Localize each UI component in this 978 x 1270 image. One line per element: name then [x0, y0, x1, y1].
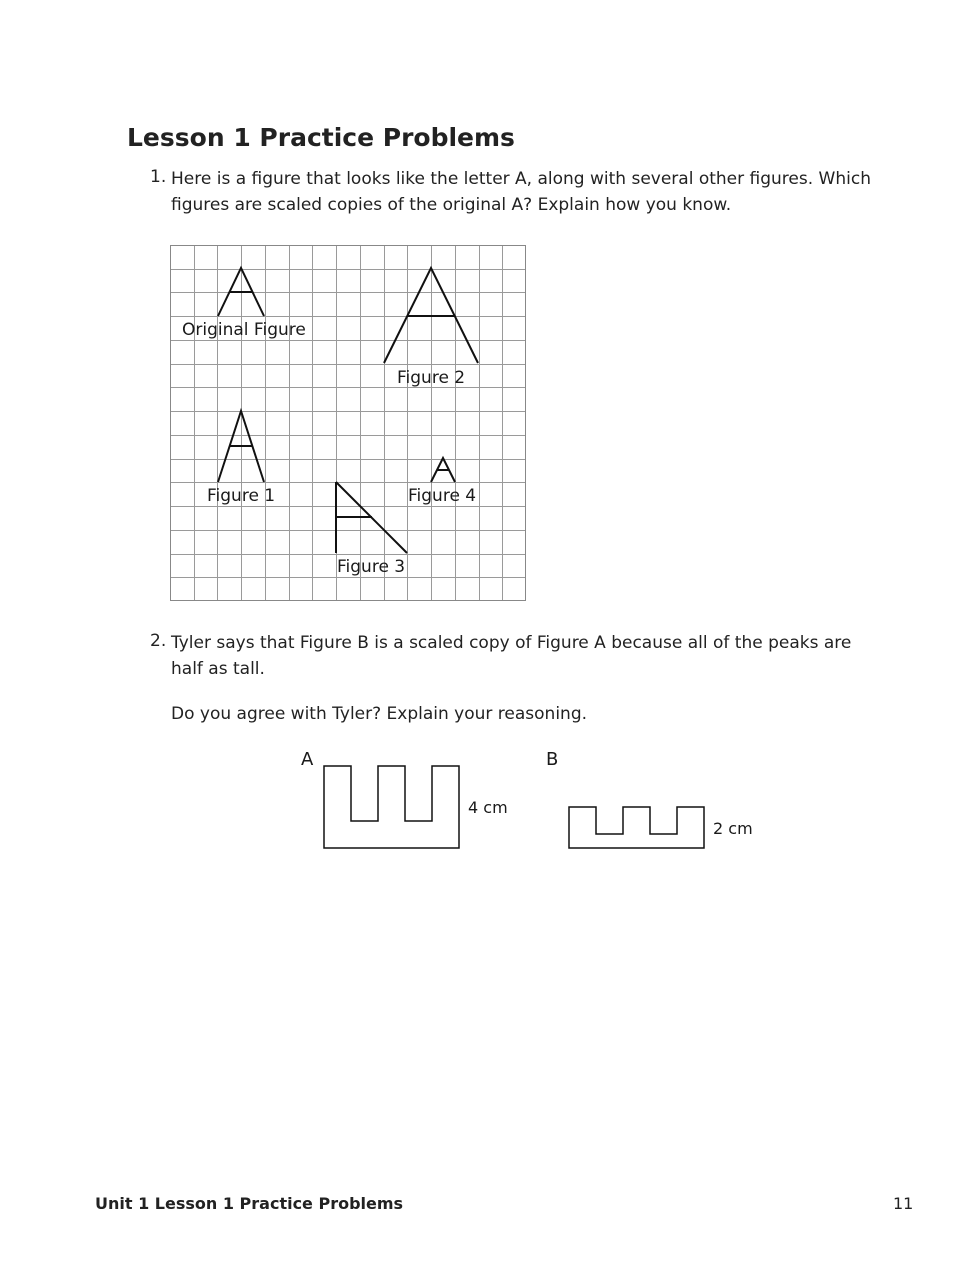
label-original-figure: Original Figure: [182, 320, 306, 340]
figure-b-shape: [569, 807, 704, 848]
letter-a-grid-figure: [170, 245, 526, 601]
figure-3: [336, 482, 407, 553]
label-figure-b-height: 2 cm: [713, 819, 753, 838]
label-figure-4: Figure 4: [408, 486, 477, 506]
question-2-number: 2.: [150, 631, 167, 651]
grid: [170, 245, 526, 601]
label-figure-1: Figure 1: [207, 486, 276, 506]
figure-4: [431, 458, 455, 482]
page-title: Lesson 1 Practice Problems: [127, 123, 515, 152]
label-figure-3: Figure 3: [337, 557, 406, 577]
tyler-figures: [290, 740, 770, 860]
footer-title: Unit 1 Lesson 1 Practice Problems: [95, 1194, 404, 1213]
figure-a-shape: [324, 766, 459, 848]
label-figure-a-height: 4 cm: [468, 798, 508, 817]
grid-border: [171, 246, 526, 601]
label-figure-a: A: [301, 749, 314, 770]
question-1-text: Here is a figure that looks like the letter A, along with several other figures. Which figures are scaled copies of the original A? Explain how you know.: [171, 169, 871, 215]
label-figure-b: B: [546, 749, 559, 770]
label-figure-2: Figure 2: [397, 368, 466, 388]
question-2-subtext: Do you agree with Tyler? Explain your reasoning.: [171, 704, 588, 724]
question-2-text: Tyler says that Figure B is a scaled copy of Figure A because all of the peaks are half as tall.: [171, 633, 852, 679]
question-1-number: 1.: [150, 167, 167, 187]
page-number: 11: [893, 1194, 914, 1213]
